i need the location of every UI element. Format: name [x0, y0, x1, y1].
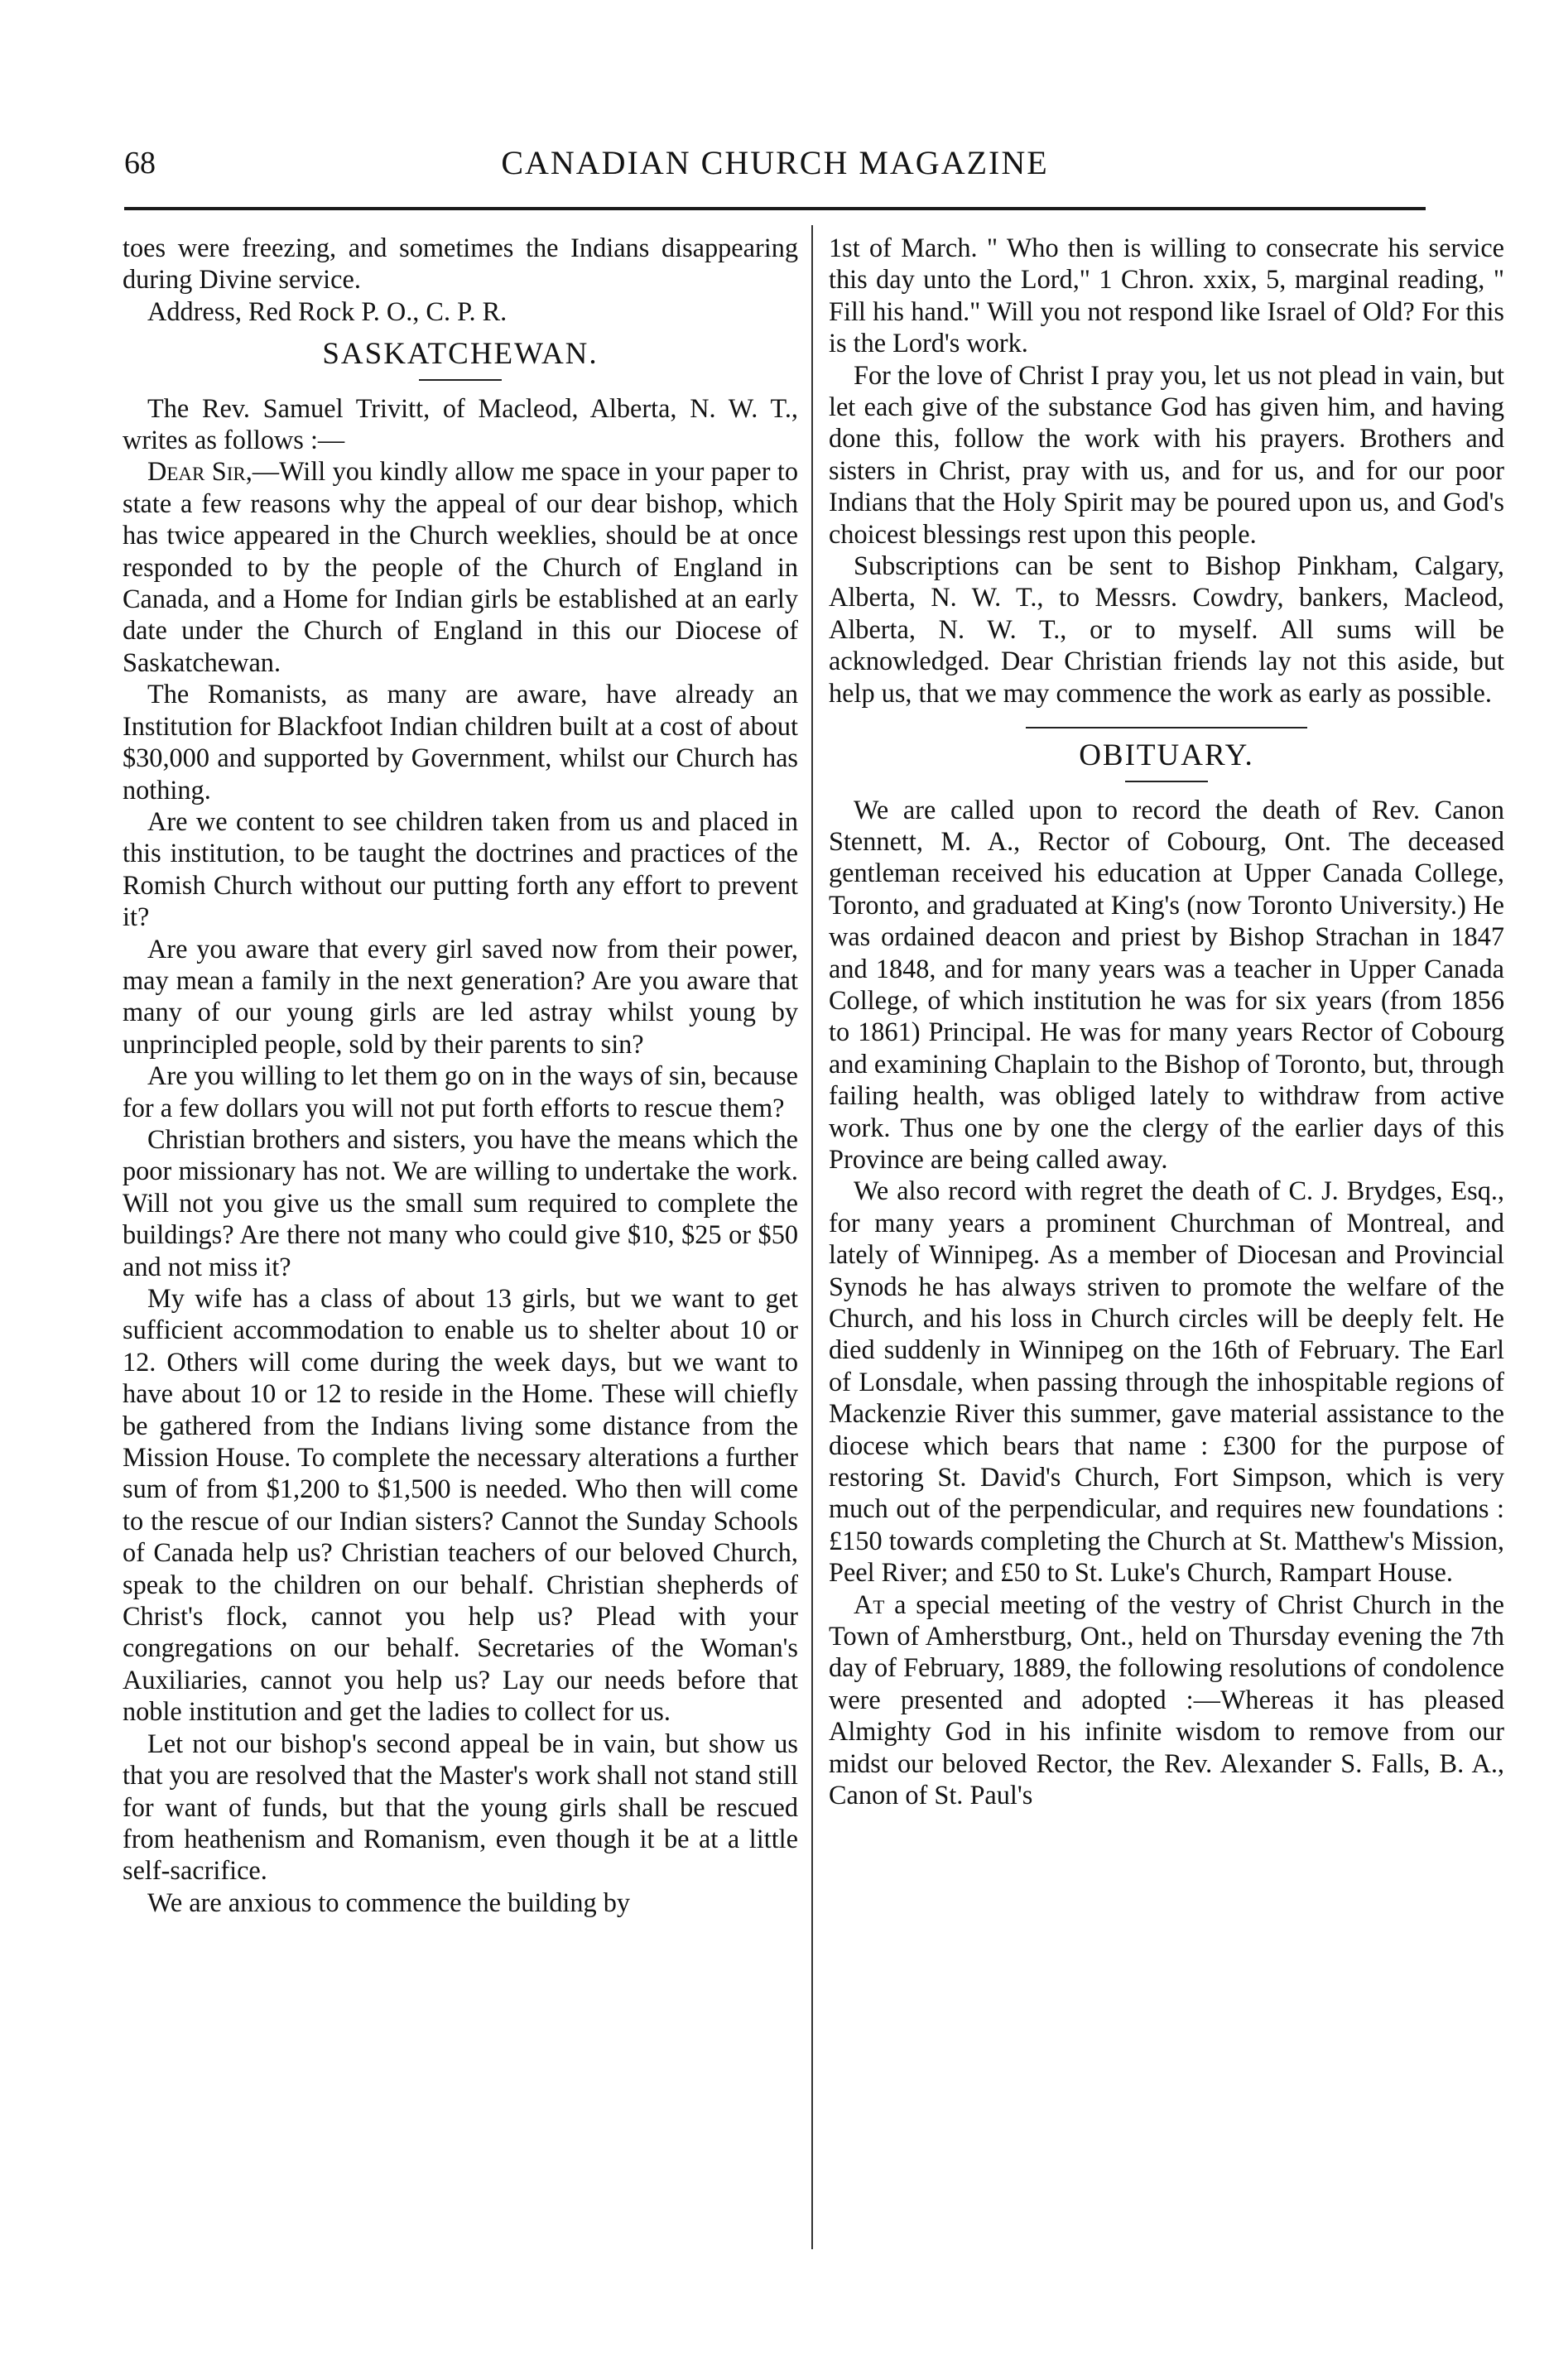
- paragraph: For the love of Christ I pray you, let us not plead in vain, but let each give of the substance God has given him, and having done this, follow the work with his prayers. Brothers and sisters in Christ, pray with us, and for us, and for our poor Indians that the Holy Spirit may be poured upon us, and God's choicest blessings rest upon this people.: [829, 359, 1504, 549]
- paragraph: Address, Red Rock P. O., C. P. R.: [147, 296, 508, 326]
- paragraph: The Romanists, as many are aware, have already an Institution for Blackfoot Indian children built at a cost of about $30,000 and supported by Government, whilst our Church has nothing.: [123, 679, 798, 805]
- paragraph: The Rev. Samuel Trivitt, of Macleod, Alberta, N. W. T., writes as follows :—: [123, 392, 798, 455]
- section-separator: [1026, 727, 1307, 728]
- section-title-saskatchewan: SASKATCHEWAN.: [322, 337, 599, 372]
- letter-opening: [123, 455, 798, 678]
- header-rule: [124, 207, 1426, 210]
- paragraph: [829, 1589, 1504, 1811]
- paragraph: Are you aware that every girl saved now from their power, may mean a family in the next generation? Are you aware that many of our young girls are led astray whilst young by unprincipled people, sold by their parents to sin?: [123, 933, 798, 1059]
- paragraph: 1st of March. " Who then is willing to consecrate his service this day unto the Lord," 1 Chron. xxix, 5, marginal reading, " Fill his hand." Will you not respond like Israel of Old? For this is the Lord's work.: [829, 233, 1504, 358]
- salutation: Dear Sir,: [147, 456, 253, 487]
- paragraph: Subscriptions can be sent to Bishop Pinkham, Calgary, Alberta, N. W. T., to Messrs. Cowdry, bankers, Macleod, Alberta, N. W. T., or to myself. All sums will be acknowledged. Dear Christian friends lay not this aside, but help us, that we may commence the work as early as possible.: [829, 551, 1504, 708]
- letter-text: —Will you kindly allow me space in your paper to state a few reasons why the appeal of our dear bishop, which has twice appeared in the Church weeklies, should be at once responded to by the people of the Church of England in Canada, and a Home for Indian girls be established at an early date under the Church of England in this our Diocese of Saskatchewan.: [123, 456, 798, 677]
- page-number: 68: [124, 146, 156, 180]
- section-rule: [1125, 781, 1208, 782]
- column-divider: [811, 225, 813, 2249]
- paragraph: Let not our bishop's second appeal be in vain, but show us that you are resolved that the Master's work shall not stand still for want of funds, but that the young girls shall be rescued from heathenism and Romanism, even though it be at a little self-sacrifice.: [123, 1728, 798, 1886]
- paragraph: Christian brothers and sisters, you have the means which the poor missionary has not. We are willing to undertake the work. Will not you give us the small sum required to complete the buildings? Are there not many who could give $10, $25 or $50 and not miss it?: [123, 1123, 798, 1281]
- paragraph: We are anxious to commence the building by: [147, 1887, 631, 1917]
- section-title-obituary: OBITUARY.: [1079, 738, 1254, 773]
- paragraph: My wife has a class of about 13 girls, but we want to get sufficient accommodation to enable us to shelter about 10 or 12. Others will come during the week days, but we want to have about 10 or 12 to reside in the Home. These will chiefly be gathered from the Indians living some distance from the Mission House. To complete the necessary alterations a further sum of from $1,200 to $1,500 is needed. Who then will come to the rescue of our Indian sisters? Cannot the Sunday Schools of Canada help us? Christian teachers of our beloved Church, speak to the children on our behalf. Christian shepherds of Christ's flock, cannot you help us? Plead with your congregations on our behalf. Secretaries of the Woman's Auxiliaries, cannot you help us? Lay our needs before that noble institution and get the ladies to collect for us.: [123, 1283, 798, 1727]
- paragraph: We are called upon to record the death of Rev. Canon Stennett, M. A., Rector of Cobourg, Ont. The deceased gentleman received his education at Upper Canada College, Toronto, and graduated at King's (now Toronto University.) He was ordained deacon and priest by Bishop Strachan in 1847 and 1848, and for many years was a teacher in Upper Canada College, of which institution he was for six years (from 1856 to 1861) Principal. He was for many years Rector of Cobourg and examining Chaplain to the Bishop of Toronto, but, through failing health, was obliged lately to withdraw from active work. Thus one by one the clergy of the earlier days of this Province are being called away.: [829, 794, 1504, 1174]
- left-column: [123, 232, 798, 1918]
- section-rule: [419, 379, 502, 381]
- paragraph: We also record with regret the death of C. J. Brydges, Esq., for many years a prominent Churchman of Montreal, and lately of Winnipeg. As a member of Diocesan and Provincial Synods he has always striven to promote the welfare of the Church, and his loss in Church circles will be deeply felt. He died suddenly in Winnipeg on the 16th of February. The Earl of Lonsdale, when passing through the inhospitable regions of Mackenzie River this summer, gave material assistance to the diocese which bears that name : £300 for the purpose of restoring St. David's Church, Fort Simpson, which is very much out of the perpendicular, and requires new foundations : £150 towards completing the Church at St. Matthew's Mission, Peel River; and £50 to St. Luke's Church, Rampart House.: [829, 1176, 1504, 1588]
- paragraph-text: a special meeting of the vestry of Christ Church in the Town of Amherstburg, Ont., held on Thursday evening the 7th day of February, 1889, the following resolutions of condolence were presented and adopted :—Whereas it has pleased Almighty God in his infinite wisdom to remove from our midst our beloved Rector, the Rev. Alexander S. Falls, B. A., Canon of St. Paul's: [829, 1589, 1504, 1810]
- lead-word: At: [854, 1589, 885, 1619]
- page-header: [124, 142, 1426, 184]
- paragraph: Are we content to see children taken from us and placed in this institution, to be taught the doctrines and practices of the Romish Church without our putting forth any effort to prevent it?: [123, 805, 798, 932]
- paragraph: Are you willing to let them go on in the ways of sin, because for a few dollars you will not put forth efforts to rescue them?: [123, 1060, 798, 1123]
- paragraph: toes were freezing, and sometimes the Indians disappearing during Divine service.: [123, 233, 798, 295]
- right-column: [829, 232, 1504, 1811]
- running-title: CANADIAN CHURCH MAGAZINE: [501, 144, 1049, 181]
